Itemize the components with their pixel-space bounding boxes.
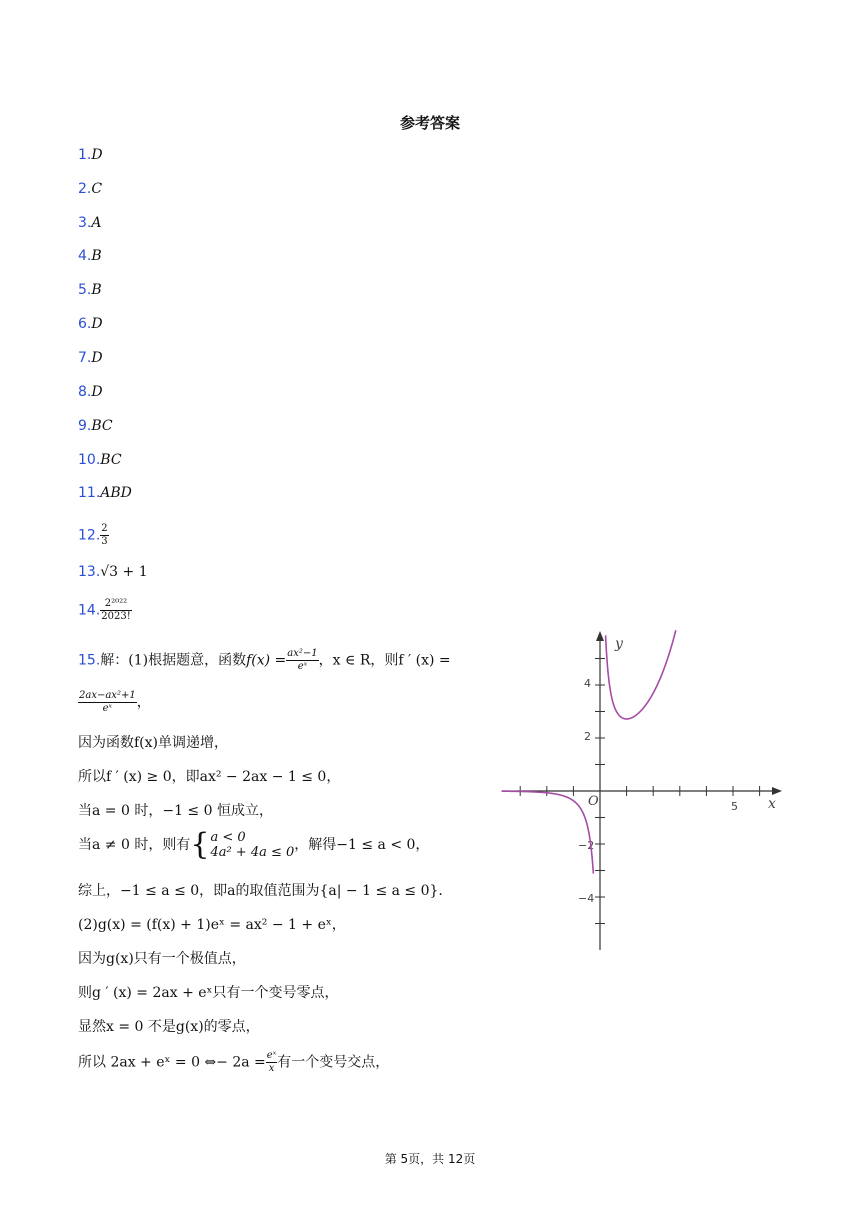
y-axis-arrow <box>596 631 604 641</box>
denominator: 3 <box>101 536 108 547</box>
solution-line-1 <box>78 648 451 673</box>
fraction <box>100 523 108 548</box>
answer-number: 1. <box>78 147 92 163</box>
answer-text: BC <box>100 452 122 468</box>
tick-label-y-4: −4 <box>578 892 595 905</box>
solution-line-10: 则g ′ (x) = 2ax + eˣ只有一个变号零点， <box>78 985 339 1001</box>
x-axis-arrow <box>772 787 782 795</box>
answer-7 <box>78 350 103 366</box>
denominator: eˣ <box>102 703 113 714</box>
fraction <box>100 598 131 623</box>
solution-line-4: 所以f ′ (x) ≥ 0，即ax² − 2ax − 1 ≤ 0， <box>78 769 341 785</box>
solution-line-3: 因为函数f(x)单调递增， <box>78 735 229 751</box>
denominator: x <box>268 1063 275 1074</box>
page-title: 参考答案 <box>399 114 460 132</box>
y-axis-label: y <box>615 636 623 652</box>
numerator: ax²−1 <box>287 648 318 659</box>
answer-number: 2. <box>78 181 92 197</box>
answer-number: 14. <box>78 602 101 619</box>
answer-number: 12. <box>78 527 101 544</box>
fraction <box>266 1050 277 1075</box>
answer-number: 13. <box>78 564 101 580</box>
answer-number: 8. <box>78 384 92 400</box>
solution-line-11: 显然x = 0 不是g(x)的零点， <box>78 1019 260 1035</box>
inequality-system <box>210 830 294 860</box>
answer-9 <box>78 418 113 434</box>
text: 当a ≠ 0 时，则有 <box>78 837 191 853</box>
answer-text: B <box>91 248 102 264</box>
answer-12 <box>78 523 109 548</box>
answer-14 <box>78 598 132 623</box>
answer-number: 7. <box>78 350 92 366</box>
solution-line-12 <box>78 1050 389 1075</box>
formula: f(x) = <box>246 652 287 669</box>
answer-11 <box>78 485 132 501</box>
answer-number: 15. <box>78 652 101 669</box>
answer-text: D <box>91 316 103 332</box>
denominator: eˣ <box>297 661 308 672</box>
answer-number: 10. <box>78 452 101 468</box>
answer-text: C <box>91 181 103 197</box>
answer-4 <box>78 248 102 264</box>
solution-line-5: 当a = 0 时，−1 ≤ 0 恒成立， <box>78 803 273 819</box>
answer-text: B <box>91 282 102 298</box>
text: ，解得−1 ≤ a < 0， <box>294 837 430 853</box>
origin-label: O <box>588 794 599 809</box>
answer-number: 6. <box>78 316 92 332</box>
page-footer: 第 5页，共 12页 <box>384 1152 476 1166</box>
fraction <box>78 690 137 715</box>
solution-line-8: (2)g(x) = (f(x) + 1)eˣ = ax² − 1 + eˣ， <box>78 917 346 933</box>
answer-3 <box>78 215 101 231</box>
answer-text: D <box>91 147 103 163</box>
tick-label-y-2: −2 <box>578 839 595 852</box>
inequality: a < 0 <box>210 830 246 845</box>
text: ，x ∈ R，则f ′ (x) = <box>318 652 451 669</box>
solution-line-6 <box>78 827 430 862</box>
answer-number: 5. <box>78 282 92 298</box>
solution-line-2 <box>78 690 151 715</box>
answer-10 <box>78 452 122 468</box>
text: 解：(1)根据题意，函数 <box>100 652 247 669</box>
brace: { <box>190 827 210 862</box>
text: 所以 2ax + eˣ = 0 ⇔− 2a = <box>78 1054 266 1071</box>
numerator: 2²⁰²² <box>100 598 131 611</box>
answer-number: 3. <box>78 215 92 231</box>
numerator: eˣ <box>266 1050 277 1061</box>
answer-text: A <box>91 215 102 231</box>
answer-6 <box>78 316 103 332</box>
fraction <box>286 648 318 673</box>
text: ， <box>136 694 151 711</box>
answer-text: ABD <box>100 485 132 501</box>
inequality: 4a² + 4a ≤ 0 <box>210 845 295 860</box>
curve-left-branch <box>502 791 594 873</box>
solution-line-9: 因为g(x)只有一个极值点， <box>78 951 246 967</box>
answer-2 <box>78 181 102 197</box>
x-axis-label: x <box>768 796 776 812</box>
numerator: 2ax−ax²+1 <box>79 690 136 701</box>
answer-text: D <box>91 384 103 400</box>
answer-number: 11. <box>78 485 101 501</box>
answer-text: D <box>91 350 103 366</box>
answer-text: BC <box>91 418 113 434</box>
function-graph <box>500 628 785 953</box>
denominator: 2023! <box>101 611 131 622</box>
answer-1 <box>78 147 103 163</box>
text: 有一个变号交点， <box>277 1054 390 1071</box>
answer-number: 4. <box>78 248 92 264</box>
tick-label-x5: 5 <box>731 800 738 813</box>
answer-13 <box>78 564 148 580</box>
answer-text: √3 + 1 <box>100 564 148 580</box>
numerator: 2 <box>101 523 108 534</box>
answer-5 <box>78 282 102 298</box>
tick-label-y4: 4 <box>584 677 591 690</box>
answer-number: 9. <box>78 418 92 434</box>
tick-label-y2: 2 <box>584 730 591 743</box>
answer-8 <box>78 384 103 400</box>
solution-line-7: 综上，−1 ≤ a ≤ 0，即a的取值范围为{a| − 1 ≤ a ≤ 0}. <box>78 883 443 899</box>
